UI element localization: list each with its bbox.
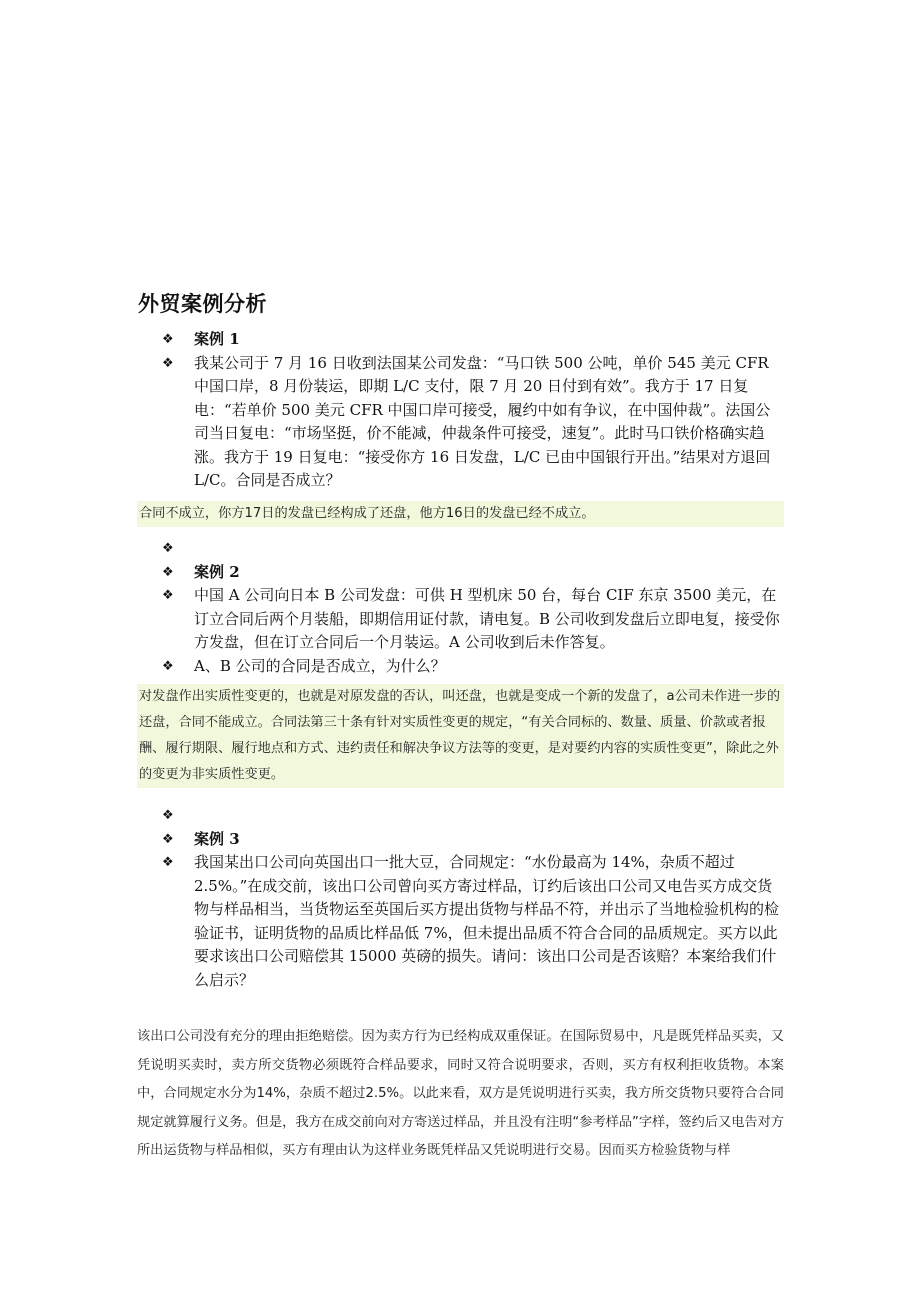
case3-answer: 该出口公司没有充分的理由拒绝赔偿。因为卖方行为已经构成双重保证。在国际贸易中，凡是既凭样品买卖，又凭说明买卖时，卖方所交货物必须既符合样品要求，同时又符合说明要求，否则，买方有权利拒收货物。本案中，合同规定水分为14%，杂质不超过2.5%。以此来看，双方是凭说明进行买卖，我方所交货物只要符合合同规定就算履行义务。但是，我方在成交前向对方寄送过样品，并且没有注明“参考样品”字样，签约后又电告对方所出运货物与样品相似，买方有理由认为这样业务既凭样品又凭说明进行交易。因而买方检验货物与样 [137, 1029, 784, 1158]
diamond-bullet-icon: ❖ [162, 831, 174, 847]
diamond-bullet-icon: ❖ [162, 564, 174, 580]
list-item [162, 828, 784, 852]
diamond-bullet-icon: ❖ [162, 855, 174, 870]
diamond-bullet-icon: ❖ [162, 588, 174, 603]
list-item [162, 584, 784, 655]
case2-heading: 案例 2 [194, 562, 240, 581]
case2-question: A、B 公司的合同是否成立，为什么？ [194, 656, 446, 675]
case2-text: 中国 A 公司向日本 B 公司发盘：可供 H 型机床 50 台，每台 CIF 东京 3500 美元，在订立合同后两个月装船，即期信用证付款，请电复。B 公司收到发盘后立即电复，接受你方发盘，但在订立合同后一个月装运。A 公司收到后未作答复。 [194, 586, 780, 651]
case3-heading: 案例 3 [194, 829, 240, 848]
diamond-bullet-icon: ❖ [162, 541, 174, 556]
diamond-bullet-icon: ❖ [162, 808, 174, 823]
list-item [162, 352, 784, 493]
diamond-bullet-icon: ❖ [162, 332, 174, 347]
case1-list [162, 328, 784, 493]
list-item [162, 655, 784, 679]
case3-list [162, 804, 784, 992]
diamond-bullet-icon: ❖ [162, 658, 174, 674]
case1-heading: 案例 1 [194, 330, 240, 348]
list-item [162, 851, 784, 992]
case2-answer: 对发盘作出实质性变更的，也就是对原发盘的否认，叫还盘，也就是变成一个新的发盘了，a公司未作进一步的还盘，合同不能成立。合同法第三十条有针对实质性变更的规定，“有关合同标的、数量、质量、价款或者报酬、履行期限、履行地点和方式、违约责任和解决争议方法等的变更，是对要约内容的实质性变更”，除此之外的变更为非实质性变更。 [137, 684, 784, 788]
case1-answer: 合同不成立，你方17日的发盘已经构成了还盘，他方16日的发盘已经不成立。 [137, 501, 784, 527]
list-item [162, 328, 784, 352]
case1-text: 我某公司于 7 月 16 日收到法国某公司发盘：“马口铁 500 公吨，单价 545 美元 CFR 中国口岸，8 月份装运，即期 L/C 支付，限 7 月 20 日付到有效”。我方于 17 日复电：“若单价 500 美元 CFR 中国口岸可接受，履约中如有争议，在中国仲裁”。法国公司当日复电：“市场坚挺，价不能减，仲裁条件可接受，速复”。此时马口铁价格确实趋涨。我方于 19 日复电：“接受你方 16 日发盘，L/C 已由中国银行开出。”结果对方退回 L/C。合同是否成立？ [194, 353, 771, 489]
page-title: 外贸案例分析 [138, 292, 267, 316]
list-item [162, 804, 784, 828]
case2-list [162, 537, 784, 678]
case3-text: 我国某出口公司向英国出口一批大豆，合同规定：“水份最高为 14%，杂质不超过 2.5%。”在成交前，该出口公司曾向买方寄过样品，订约后该出口公司又电告买方成交货物与样品相当，当货物运至英国后买方提出货物与样品不符，并出示了当地检验机构的检验证书，证明货物的品质比样品低 7%，但未提出品质不符合合同的品质规定。买方以此要求该出口公司赔偿其 15000 英磅的损失。请问：该出口公司是否该赔？本案给我们什么启示？ [194, 853, 780, 989]
list-item [162, 537, 784, 561]
list-item [162, 561, 784, 585]
diamond-bullet-icon: ❖ [162, 355, 174, 371]
